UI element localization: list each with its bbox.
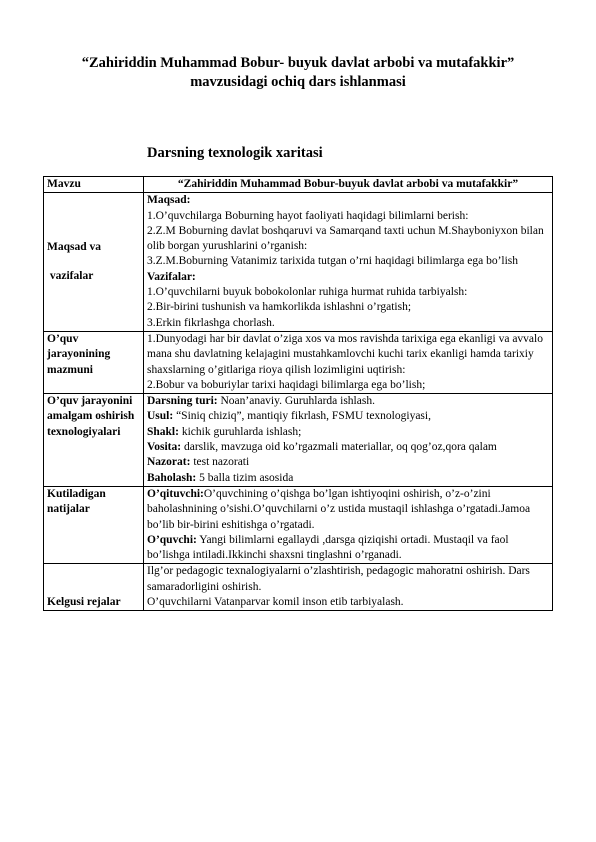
texnologiya-item xyxy=(147,394,549,409)
maqsad-item: 1.O’quvchilarga Boburning hayot faoliyati haqidagi bilimlarni berish: xyxy=(147,209,469,222)
document-subtitle: Darsning texnologik xaritasi xyxy=(147,145,323,161)
student-val: Yangi bilimlarni egallaydi ,darsga qiziqishi ortadi. Mustaqil va faol bo’lishga intiladi.Ikkinchi shaxsni tinglashni o’rganadi. xyxy=(147,533,509,562)
label-maqsad-line1: Maqsad va xyxy=(47,240,101,253)
maqsad-item: 2.Z.M Boburning davlat boshqaruvi va Samarqand taxti uchun M.Shayboniyxon bilan olib borgan yurushlarini o’rganish: xyxy=(147,224,544,253)
texnologiya-key: Shakl: xyxy=(147,425,179,438)
teacher-val: O’quvchining o’qishga bo’lgan ishtiyoqini oshirish, o’z-o’zini baholashnining o’sishi.O’quvchilarni o’z ustida mustaqil ishlashga o’rgatadi.Jamoa bo’lib bir-birini eshitishga o’rgatadi. xyxy=(147,487,531,531)
label-mavzu: Mavzu xyxy=(44,177,144,193)
vazifa-item: 1.O’quvchilarni buyuk bobokolonlar ruhiga hurmat ruhida tarbiyalsh: xyxy=(147,286,468,299)
texnologiya-item xyxy=(147,409,549,424)
natija-teacher xyxy=(147,487,549,533)
student-key: O’quvchi: xyxy=(147,533,197,546)
row-maqsad xyxy=(44,193,553,332)
value-natija xyxy=(144,486,553,563)
label-rejalar: Kelgusi rejalar xyxy=(44,564,144,611)
title-line-2: mavzusidagi ochiq dars ishlanmasi xyxy=(190,74,406,90)
row-texnologiya xyxy=(44,394,553,487)
maqsad-heading: Maqsad: xyxy=(147,194,191,207)
texnologiya-key: Darsning turi: xyxy=(147,395,218,408)
value-rejalar xyxy=(144,564,553,611)
texnologiya-item xyxy=(147,471,549,486)
value-texnologiya xyxy=(144,394,553,487)
texnologiya-val: “Siniq chiziq”, mantiqiy fikrlash, FSMU texnologiyasi, xyxy=(173,410,431,423)
mazmun-item: 2.Bobur va boburiylar tarixi haqidagi bilimlarga ega bo’lish; xyxy=(147,378,426,391)
row-mazmun xyxy=(44,331,553,393)
label-maqsad-line2: vazifalar xyxy=(47,270,94,283)
natija-student xyxy=(147,533,549,564)
texnologiya-val: 5 balla tizim asosida xyxy=(196,471,294,484)
row-mavzu xyxy=(44,177,553,193)
texnologiya-key: Baholash: xyxy=(147,471,197,484)
label-natija: Kutiladigan natijalar xyxy=(44,486,144,563)
texnologiya-val: kichik guruhlarda ishlash; xyxy=(178,425,302,438)
texnologiya-key: Nazorat: xyxy=(147,456,191,469)
maqsad-item: 3.Z.M.Boburning Vatanimiz tarixida tutgan o’rni haqidagi bilimlarga ega bo’lish xyxy=(147,255,519,268)
vazifa-item: 3.Erkin fikrlashga chorlash. xyxy=(147,316,275,329)
texnologiya-item xyxy=(147,425,549,440)
label-maqsad xyxy=(44,193,144,332)
title-line-1: “Zahiriddin Muhammad Bobur- buyuk davlat arbobi va mutafakkir” xyxy=(81,55,515,71)
row-natija xyxy=(44,486,553,563)
value-mavzu: “Zahiriddin Muhammad Bobur-buyuk davlat arbobi va mutafakkir” xyxy=(144,177,553,193)
texnologiya-item xyxy=(147,440,549,455)
row-rejalar xyxy=(44,564,553,611)
teacher-key: O’qituvchi: xyxy=(147,487,204,500)
vazifa-item: 2.Bir-birini tushunish va hamkorlikda ishlashni o’rgatish; xyxy=(147,301,412,314)
value-mazmun xyxy=(144,331,553,393)
rejalar-item: Ilg’or pedagogic texnalogiyalarni o’zlashtirish, pedagogic mahoratni oshirish. Dars samaradorligini oshirish. xyxy=(147,565,530,593)
mazmun-item: 1.Dunyodagi har bir davlat o’ziga xos va mos ravishda tarixiga ega ekanligi va avvalo mana shu davlatning kelajagini mustahkamlovchi kuchi tarix ekanligi hamda tarixiy shaxslarning o’gitlariga rioya qilish lozimligini uqtirish: xyxy=(147,332,543,376)
texnologiya-val: darslik, mavzuga oid ko’rgazmali materiallar, oq qog’oz,qora qalam xyxy=(181,441,497,454)
lesson-map-table xyxy=(43,176,553,611)
texnologiya-key: Usul: xyxy=(147,410,174,423)
texnologiya-key: Vosita: xyxy=(147,441,182,454)
rejalar-item: O’quvchilarni Vatanparvar komil inson etib tarbiyalash. xyxy=(147,596,404,609)
texnologiya-val: test nazorati xyxy=(190,456,250,469)
document-title xyxy=(40,54,556,92)
texnologiya-val: Noan’anaviy. Guruhlarda ishlash. xyxy=(217,395,375,408)
value-maqsad xyxy=(144,193,553,332)
vazifa-heading: Vazifalar: xyxy=(147,270,196,283)
label-mazmun: O’quv jarayonining mazmuni xyxy=(44,331,144,393)
label-texnologiya: O’quv jarayonini amalgam oshirish texnologiyalari xyxy=(44,394,144,487)
texnologiya-item xyxy=(147,455,549,470)
